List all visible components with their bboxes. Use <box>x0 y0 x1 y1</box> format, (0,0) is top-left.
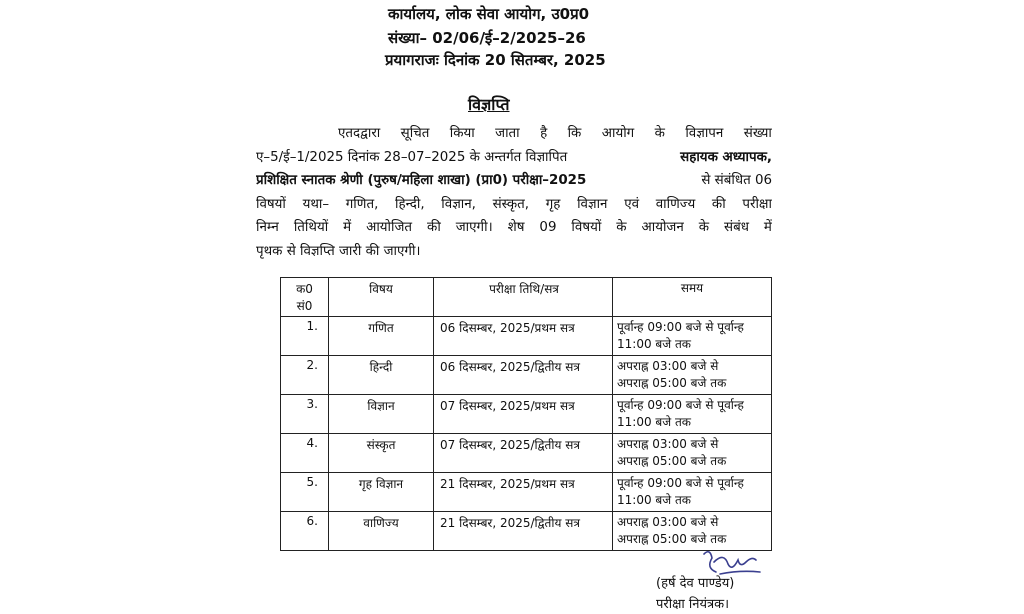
body-word: यथा– <box>302 196 330 212</box>
body-word: परीक्षा <box>742 196 772 212</box>
cell-time-line-2: अपराह्न 05:00 बजे तक <box>617 454 727 468</box>
body-word: वाणिज्य <box>655 196 696 212</box>
header-time: समय <box>613 278 772 317</box>
body-word: तिथियों <box>293 220 329 235</box>
body-word: जाएगी। <box>455 220 493 235</box>
cell-serial: 1. <box>281 317 329 356</box>
body-word: जाता <box>495 126 520 141</box>
body-line-2 <box>256 146 772 170</box>
notice-title: विज्ञप्ति <box>468 95 510 114</box>
body-word: किया <box>449 126 475 141</box>
body-word: संख्या <box>743 126 772 141</box>
cell-time-line-2: अपराह्न 05:00 बजे तक <box>617 532 727 546</box>
cell-time <box>613 317 772 356</box>
body-word: शेष <box>507 220 525 235</box>
cell-time-line-1: पूर्वान्ह 09:00 बजे से पूर्वान्ह <box>617 398 744 412</box>
body-line-5 <box>256 216 772 240</box>
cell-time-line-2: 11:00 बजे तक <box>617 337 692 351</box>
table-row <box>281 317 772 356</box>
cell-exam-date: 06 दिसम्बर, 2025/प्रथम सत्र <box>434 317 613 356</box>
signatory-designation: परीक्षा नियंत्रक। <box>656 597 730 612</box>
body-line-2-bold: सहायक अध्यापक, <box>680 149 772 165</box>
cell-exam-date: 06 दिसम्बर, 2025/द्वितीय सत्र <box>434 356 613 395</box>
body-word: विज्ञान <box>577 196 608 212</box>
body-word: हिन्दी, <box>395 196 425 212</box>
body-line-6-text: पृथक से विज्ञप्ति जारी की जाएगी। <box>256 243 421 259</box>
body-word: में <box>343 220 352 235</box>
cell-time <box>613 512 772 551</box>
body-word: के <box>654 126 665 141</box>
body-line-4 <box>256 193 772 217</box>
body-word: एतदद्वारा <box>338 126 381 141</box>
cell-time <box>613 434 772 473</box>
body-word: गणित, <box>345 196 379 212</box>
body-word: के <box>616 220 627 235</box>
cell-subject: वाणिज्य <box>329 512 434 551</box>
cell-time-line-1: पूर्वान्ह 09:00 बजे से पूर्वान्ह <box>617 476 744 490</box>
cell-exam-date: 21 दिसम्बर, 2025/प्रथम सत्र <box>434 473 613 512</box>
cell-time-line-2: अपराह्न 05:00 बजे तक <box>617 376 727 390</box>
cell-time-line-1: अपराह्न 03:00 बजे से <box>617 359 719 373</box>
body-word: की <box>711 196 726 212</box>
body-word: एवं <box>624 196 640 212</box>
header-exam-date: परीक्षा तिथि/सत्र <box>434 278 613 317</box>
body-word: विज्ञान, <box>441 196 476 212</box>
cell-subject: विज्ञान <box>329 395 434 434</box>
body-word: सूचित <box>400 126 430 141</box>
body-word: विषयों <box>571 220 602 235</box>
cell-serial: 6. <box>281 512 329 551</box>
body-word: के <box>698 220 710 235</box>
cell-subject: गृह विज्ञान <box>329 473 434 512</box>
cell-exam-date: 07 दिसम्बर, 2025/प्रथम सत्र <box>434 395 613 434</box>
cell-serial: 5. <box>281 473 329 512</box>
body-line-3-plain: से संबंधित 06 <box>701 173 772 188</box>
cell-subject: संस्कृत <box>329 434 434 473</box>
header-subject: विषय <box>329 278 434 317</box>
body-word: कि <box>567 126 582 141</box>
cell-time-line-2: 11:00 बजे तक <box>617 493 692 507</box>
table-row <box>281 395 772 434</box>
table-row <box>281 356 772 395</box>
signatory-name: (हर्ष देव पाण्डेय) <box>656 576 735 591</box>
body-word: 09 <box>539 220 557 235</box>
office-name: कार्यालय, लोक सेवा आयोग, उ0प्र0 <box>388 5 590 23</box>
table-header-row <box>281 278 772 317</box>
body-word: आयोग <box>601 126 635 141</box>
cell-serial: 3. <box>281 395 329 434</box>
body-word: विज्ञापन <box>685 126 724 141</box>
cell-time-line-1: अपराह्न 03:00 बजे से <box>617 515 719 529</box>
notice-body <box>256 122 772 263</box>
body-word: की <box>427 220 441 235</box>
body-word: संस्कृत, <box>492 196 530 212</box>
cell-time <box>613 473 772 512</box>
cell-serial: 2. <box>281 356 329 395</box>
body-word: विषयों <box>256 196 286 212</box>
date-line: प्रयागराजः दिनांक 20 सितम्बर, 2025 <box>385 51 606 69</box>
table-row <box>281 512 772 551</box>
cell-exam-date: 21 दिसम्बर, 2025/द्वितीय सत्र <box>434 512 613 551</box>
body-word: गृह <box>545 196 561 212</box>
reference-number: संख्या– 02/06/ई–2/2025–26 <box>388 29 586 47</box>
cell-serial: 4. <box>281 434 329 473</box>
cell-subject: हिन्दी <box>329 356 434 395</box>
body-line-1 <box>256 122 772 146</box>
body-word: में <box>763 220 772 235</box>
body-line-2-plain: ए–5/ई–1/2025 दिनांक 28–07–2025 के अन्तर्गत विज्ञापित <box>256 149 568 165</box>
table-row <box>281 434 772 473</box>
cell-time-line-2: 11:00 बजे तक <box>617 415 692 429</box>
table-row <box>281 473 772 512</box>
cell-subject: गणित <box>329 317 434 356</box>
cell-exam-date: 07 दिसम्बर, 2025/द्वितीय सत्र <box>434 434 613 473</box>
cell-time <box>613 356 772 395</box>
body-line-3 <box>256 169 772 193</box>
exam-schedule-table <box>280 277 772 551</box>
body-word: आयोजित <box>366 220 413 235</box>
body-word: आयोजन <box>641 220 684 235</box>
header-serial-line-2: सं0 <box>296 299 313 313</box>
cell-time <box>613 395 772 434</box>
header-serial <box>281 278 329 317</box>
body-word: निम्न <box>256 220 279 235</box>
body-line-3-bold: प्रशिक्षित स्नातक श्रेणी (पुरुष/महिला शाखा) (प्रा0) परीक्षा–2025 <box>256 173 587 188</box>
cell-time-line-1: अपराह्न 03:00 बजे से <box>617 437 719 451</box>
body-word: संबंध <box>724 220 749 235</box>
header-serial-line-1: क0 <box>296 282 313 296</box>
cell-time-line-1: पूर्वान्ह 09:00 बजे से पूर्वान्ह <box>617 320 744 334</box>
body-word: है <box>540 126 548 141</box>
body-line-6 <box>256 240 772 264</box>
